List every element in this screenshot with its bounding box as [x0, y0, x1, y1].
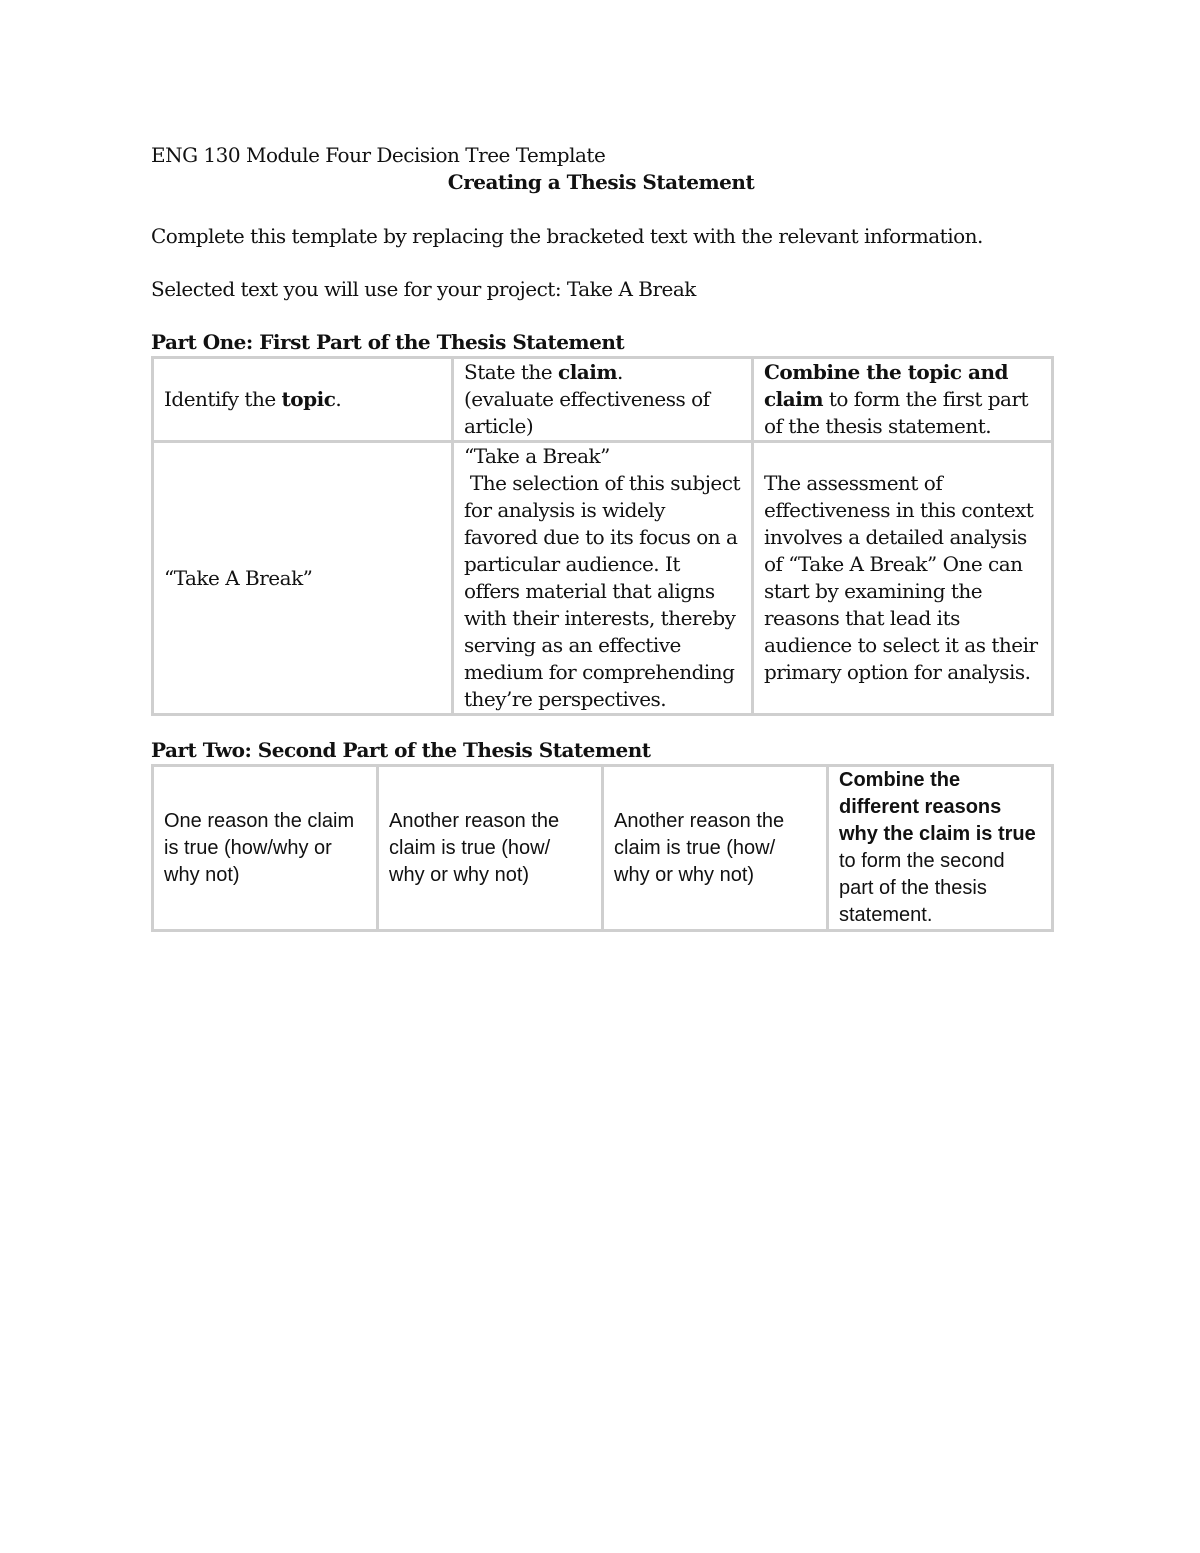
claim-title: “Take a Break”	[464, 444, 610, 468]
part-one-table	[151, 356, 1054, 716]
combine-header-cell	[753, 358, 1053, 442]
combine-reasons-cell	[828, 766, 1053, 931]
combine-header-bold: Combine the topic and claim	[764, 360, 1008, 411]
document-title: ENG 130 Module Four Decision Tree Template	[151, 143, 606, 167]
selected-text-value: Take A Break	[566, 277, 696, 301]
topic-header-suffix: .	[335, 387, 342, 411]
claim-header-note: (evaluate effectiveness of article)	[464, 387, 710, 438]
part-one-heading: Part One: First Part of the Thesis Statement	[151, 330, 625, 354]
part-two-table	[151, 764, 1054, 932]
part-two-heading: Part Two: Second Part of the Thesis Statement	[151, 738, 651, 762]
claim-header-bold: claim	[558, 360, 618, 384]
table-header-row	[153, 358, 1053, 442]
combine-cell: The assessment of effectiveness in this context involves a detailed analysis of “Take A Break” One can start by examining the reasons that lead its audience to select it as their primary option for analysis.	[753, 442, 1053, 715]
combine-header-suffix: to form the first part of the thesis statement.	[764, 387, 1029, 438]
topic-cell: “Take A Break”	[153, 442, 453, 715]
document-subtitle: Creating a Thesis Statement	[447, 170, 755, 194]
claim-header-suffix: .	[617, 360, 623, 384]
claim-header-prefix: State the	[464, 360, 559, 384]
reason-one-cell: One reason the claim is true (how/why or why not)	[153, 766, 378, 931]
reason-two-cell: Another reason the claim is true (how/ why or why not)	[378, 766, 603, 931]
table-row	[153, 442, 1053, 715]
topic-header-bold: topic	[281, 387, 336, 411]
claim-body: The selection of this subject for analysis is widely favored due to its focus on a particular audience. It offers material that aligns with their interests, thereby serving as an effective medium for comprehending they’re perspectives.	[464, 471, 746, 711]
topic-header-prefix: Identify the	[164, 387, 282, 411]
claim-cell	[453, 442, 753, 715]
selected-text-line	[151, 277, 696, 301]
instructions-text: Complete this template by replacing the bracketed text with the relevant information.	[151, 224, 983, 248]
combine-reasons-suffix: to form the second part of the thesis statement.	[839, 850, 1005, 926]
table-row	[153, 766, 1053, 931]
selected-text-label: Selected text you will use for your project:	[151, 277, 562, 301]
topic-header-cell	[153, 358, 453, 442]
claim-header-cell	[453, 358, 753, 442]
reason-three-cell: Another reason the claim is true (how/ why or why not)	[603, 766, 828, 931]
combine-reasons-bold: Combine the different reasons why the claim is true	[839, 769, 1036, 845]
